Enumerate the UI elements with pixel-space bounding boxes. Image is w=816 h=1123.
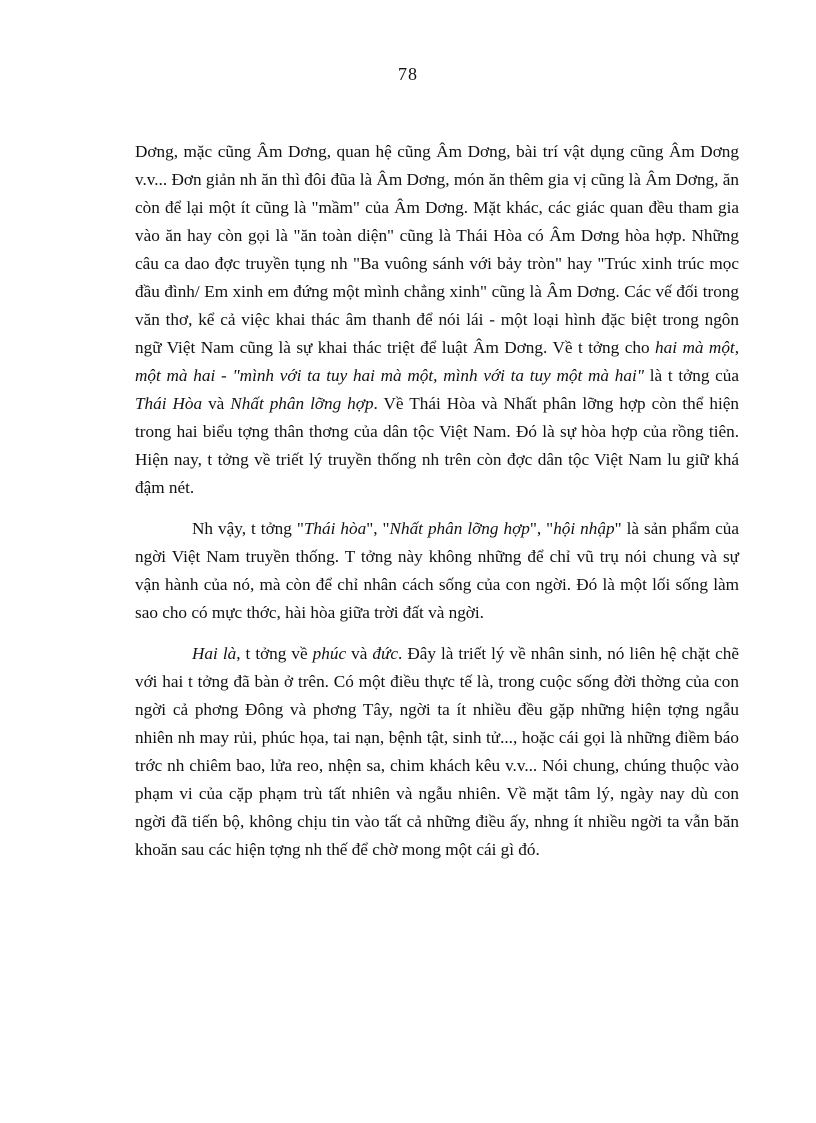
italic-text-run: đức xyxy=(372,644,398,663)
text-run: là t tởng của xyxy=(643,366,739,385)
paragraph-3 xyxy=(135,640,739,864)
italic-text-run: hội nhập xyxy=(553,519,615,538)
text-run: . Đây là triết lý về nhân sinh, nó liên hệ chặt chẽ với hai t tởng đã bàn ở trên. Có một điều thực tế là, trong cuộc sống đời thờng của con ngời cả phơng Đông và phơng Tây, ngời ta ít nhiều đều gặp những hiện tợng ngẫu nhiên nh may rủi, phúc họa, tai nạn, bệnh tật, sinh tử..., hoặc cái gọi là những điềm báo trớc nh chiêm bao, lửa reo, nhện sa, chim khách kêu v.v... Nói chung, chúng thuộc vào phạm vi của cặp phạm trù tất nhiên và ngẫu nhiên. Về mặt tâm lý, ngày nay dù con ngời đã tiến bộ, không chịu tin vào tất cả những điều ấy, nhng ít nhiều ngời ta vẫn băn khoăn sau các hiện tợng nh thế để chờ mong một cái gì đó. xyxy=(135,644,739,859)
text-run: , t tởng về xyxy=(236,644,313,663)
text-run: ", " xyxy=(529,519,554,538)
paragraph-1 xyxy=(135,138,739,502)
italic-text-run: phúc xyxy=(312,644,347,663)
paragraph-2 xyxy=(135,515,739,627)
text-run: Nh vậy, t tởng " xyxy=(192,519,304,538)
text-run: ", " xyxy=(366,519,390,538)
italic-text-run: Nhất phân lỡng hợp xyxy=(230,394,374,413)
italic-text-run: Hai là xyxy=(192,644,237,663)
italic-text-run: Thái hòa xyxy=(303,519,367,538)
text-run: và xyxy=(202,394,231,413)
italic-text-run: Nhất phân lỡng hợp xyxy=(389,519,530,538)
body-text xyxy=(135,138,739,864)
text-run: Dơng, mặc cũng Âm Dơng, quan hệ cũng Âm Dơng, bài trí vật dụng cũng Âm Dơng v.v... Đơn giản nh ăn thì đôi đũa là Âm Dơng, món ăn thêm gia vị cũng là Âm Dơng, ăn còn để lại một ít cũng là "mầm" của Âm Dơng. Mặt khác, các giác quan đều tham gia vào ăn hay còn gọi là "ăn toàn diện" cũng là Thái Hòa có Âm Dơng hòa hợp. Những câu ca dao đợc truyền tụng nh "Ba vuông sánh với bảy tròn" hay "Trúc xinh trúc mọc đầu đình/ Em xinh em đứng một mình chẳng xinh" cũng là Âm Dơng. Các vế đối trong văn thơ, kể cả việc khai thác âm thanh để nói lái - một loại hình đặc biệt trong ngôn ngữ Việt Nam cũng là sự khai thác triệt để luật Âm Dơng. Về t tởng cho xyxy=(135,142,739,357)
page-number: 78 xyxy=(398,64,418,84)
text-run: . Về Thái Hòa và Nhất phân lỡng hợp còn thể hiện trong hai biểu tợng thân thơng của dân tộc Việt Nam. Đó là sự hòa hợp của rồng tiên. Hiện nay, t tởng về triết lý truyền thống nh trên còn đợc dân tộc Việt Nam lu giữ khá đậm nét. xyxy=(135,394,739,497)
italic-text-run: hai mà một, một mà hai - "mình với ta tuy hai mà một, mình với ta tuy một mà hai" xyxy=(135,338,740,385)
italic-text-run: Thái Hòa xyxy=(135,394,203,413)
text-run: và xyxy=(346,644,373,663)
text-run: " là sản phẩm của ngời Việt Nam truyền thống. T tởng này không những để chỉ vũ trụ nói chung và sự vận hành của nó, mà còn để chỉ nhân cách sống của con ngời. Đó là một lối sống làm sao cho có mực thớc, hài hòa giữa trời đất và ngời. xyxy=(135,519,739,622)
